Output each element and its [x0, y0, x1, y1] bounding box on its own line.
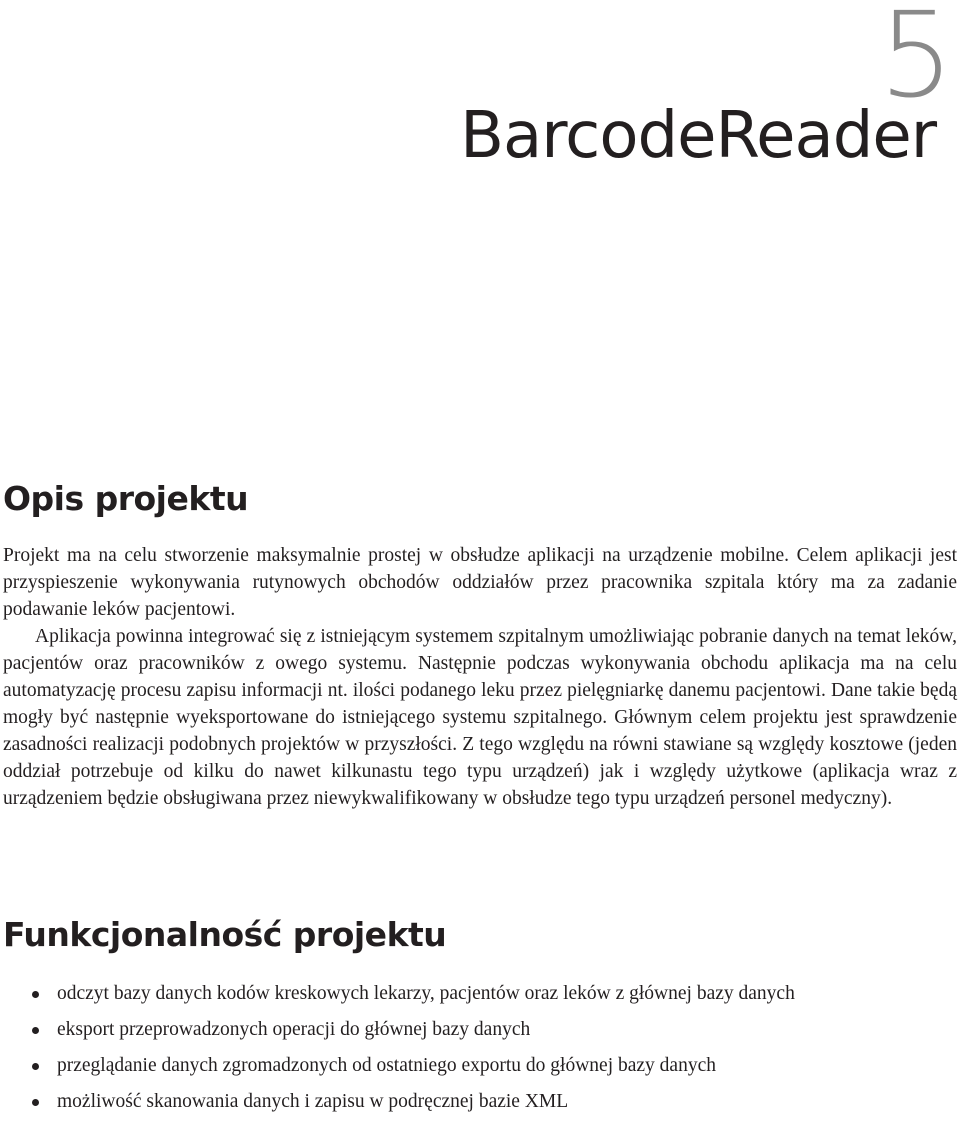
- paragraph: Aplikacja powinna integrować się z istniejącym systemem szpitalnym umożliwiając pobranie danych na temat leków, pacjentów oraz pracowników z owego systemu. Następnie podczas wykonywania obchodu aplikacja ma na celu automatyzację procesu zapisu informacji nt. ilości podanego leku przez pielęgniarkę danemu pacjentowi. Dane takie będą mogły być następnie wyeksportowane do istniejącego systemu szpitalnego. Głównym celem projektu jest sprawdzenie zasadności realizacji podobnych projektów w przyszłości. Z tego względu na równi stawiane są względy kosztowe (jeden oddział potrzebuje od kilku do nawet kilkunastu tego typu urządzeń) jak i względy użytkowe (aplikacja wraz z urządzeniem będzie obsługiwana przez niewykwalifikowany w obsłudze tego typu urządzeń personel medyczny).: [3, 626, 957, 809]
- bullet-icon: [32, 1063, 39, 1070]
- list-item: [3, 1052, 957, 1079]
- section-heading-functionality: Funkcjonalność projektu: [3, 915, 447, 954]
- feature-list: [3, 980, 957, 1124]
- list-item-text: eksport przeprowadzonych operacji do głównej bazy danych: [57, 1019, 531, 1040]
- bullet-icon: [32, 1099, 39, 1106]
- list-item-text: odczyt bazy danych kodów kreskowych lekarzy, pacjentów oraz leków z głównej bazy danych: [57, 983, 795, 1004]
- paragraph: Projekt ma na celu stworzenie maksymalnie prostej w obsłudze aplikacji na urządzenie mobilne. Celem aplikacji jest przyspieszenie wykonywania rutynowych obchodów oddziałów przez pracownika szpitala który ma za zadanie podawanie leków pacjentowi.: [3, 545, 957, 620]
- list-item-text: przeglądanie danych zgromadzonych od ostatniego exportu do głównej bazy danych: [57, 1055, 716, 1076]
- description-body: [3, 542, 957, 812]
- list-item: [3, 1016, 957, 1043]
- bullet-icon: [32, 1027, 39, 1034]
- list-item-text: możliwość skanowania danych i zapisu w podręcznej bazie XML: [57, 1091, 569, 1112]
- list-item: [3, 1088, 957, 1115]
- list-item: [3, 980, 957, 1007]
- section-heading-description: Opis projektu: [3, 479, 249, 518]
- chapter-number: 5: [878, 0, 954, 124]
- bullet-icon: [32, 991, 39, 998]
- chapter-title: BarcodeReader: [460, 99, 936, 173]
